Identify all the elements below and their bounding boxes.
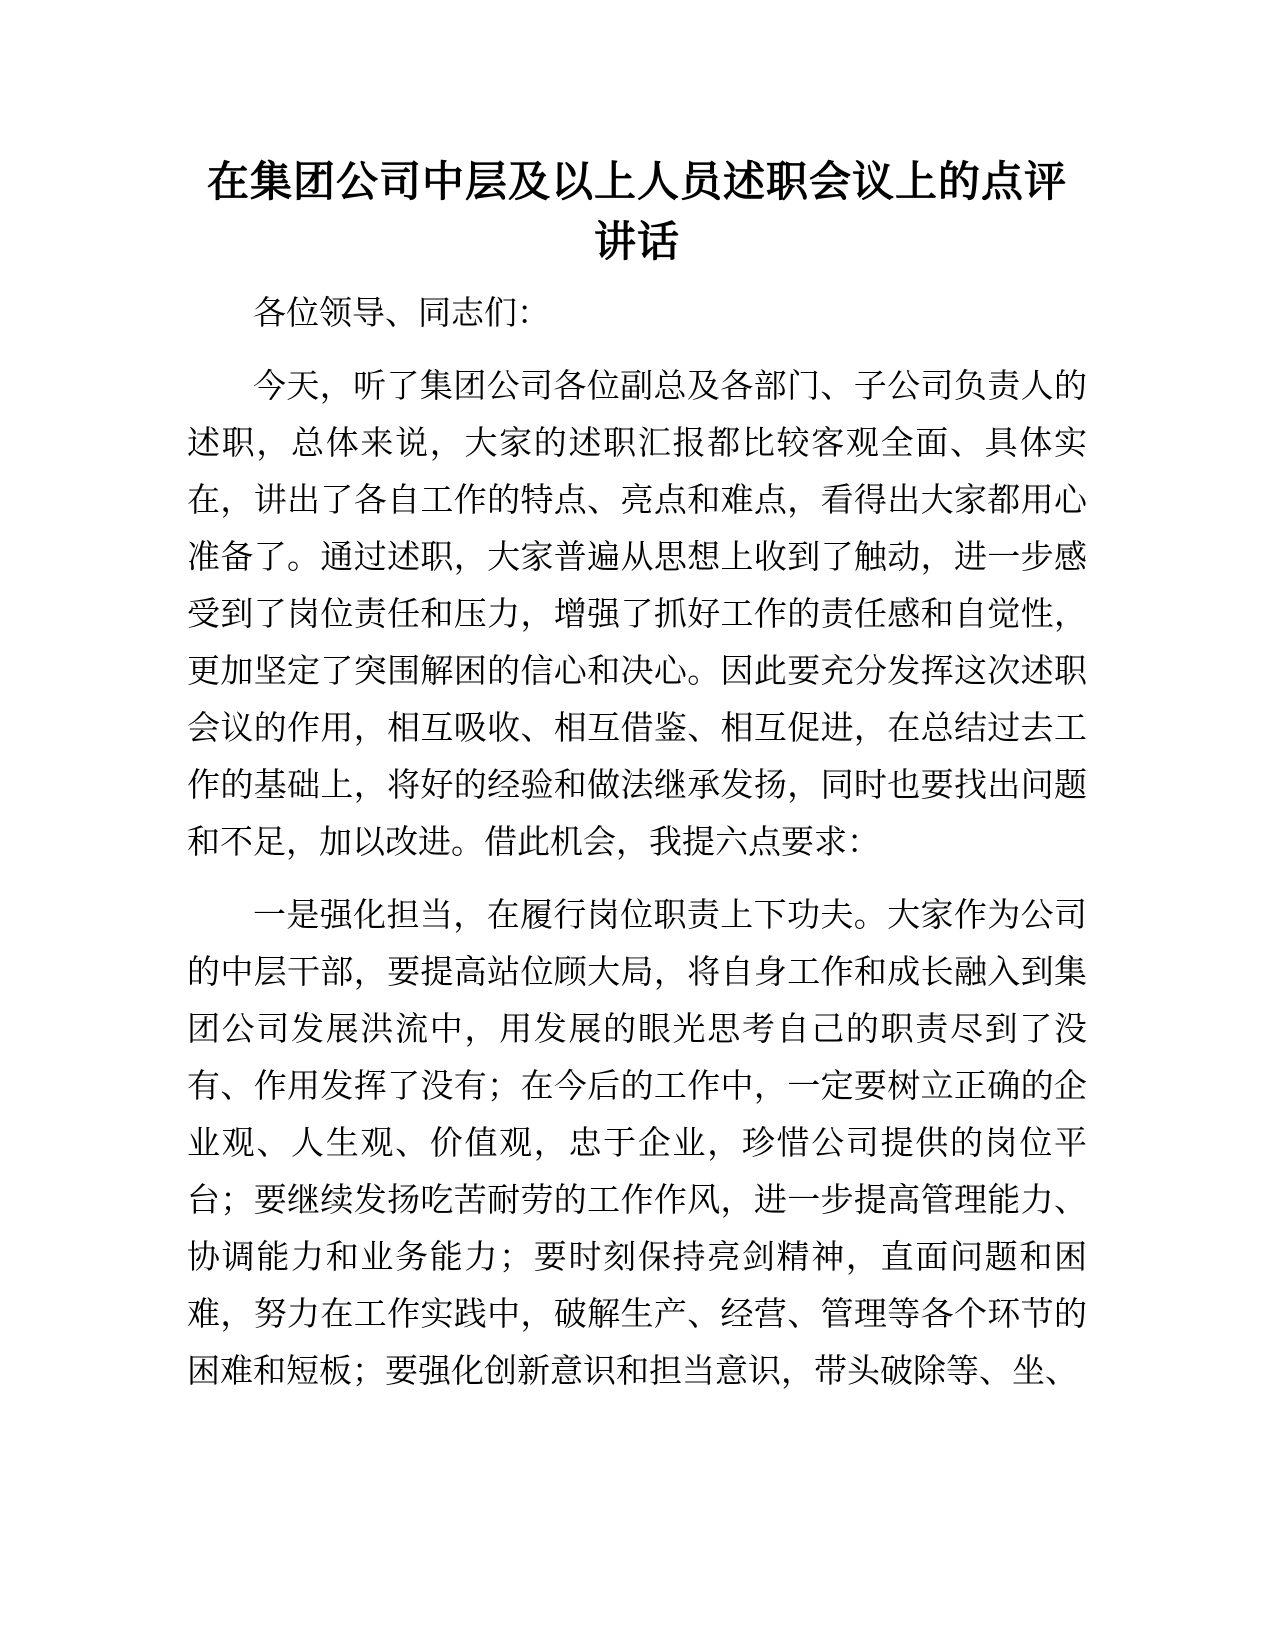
document-title: 在集团公司中层及以上人员述职会议上的点评讲话	[206, 158, 1067, 265]
paragraph-point-one: 一是强化担当，在履行岗位职责上下功夫。大家作为公司的中层干部，要提高站位顾大局，将自身工作和成长融入到集团公司发展洪流中，用发展的眼光思考自己的职责尽到了没有、作用发挥了没有；在今后的工作中，一定要树立正确的企业观、人生观、价值观，忠于企业，珍惜公司提供的岗位平台；要继续发扬吃苦耐劳的工作作风，进一步提高管理能力、协调能力和业务能力；要时刻保持亮剑精神，直面问题和困难，努力在工作实践中，破解生产、经营、管理等各个环节的困难和短板；要强化创新意识和担当意识，带头破除等、坐、	[187, 896, 1087, 1389]
paragraph-intro: 今天，听了集团公司各位副总及各部门、子公司负责人的述职，总体来说，大家的述职汇报都比较客观全面、具体实在，讲出了各自工作的特点、亮点和难点，看得出大家都用心准备了。通过述职，大家普遍从思想上收到了触动，进一步感受到了岗位责任和压力，增强了抓好工作的责任感和自觉性，更加坚定了突围解困的信心和决心。因此要充分发挥这次述职会议的作用，相互吸收、相互借鉴、相互促进，在总结过去工作的基础上，将好的经验和做法继承发扬，同时也要找出问题和不足，加以改进。借此机会，我提六点要求：	[187, 367, 1087, 860]
paragraph-salutation: 各位领导、同志们：	[253, 294, 550, 331]
